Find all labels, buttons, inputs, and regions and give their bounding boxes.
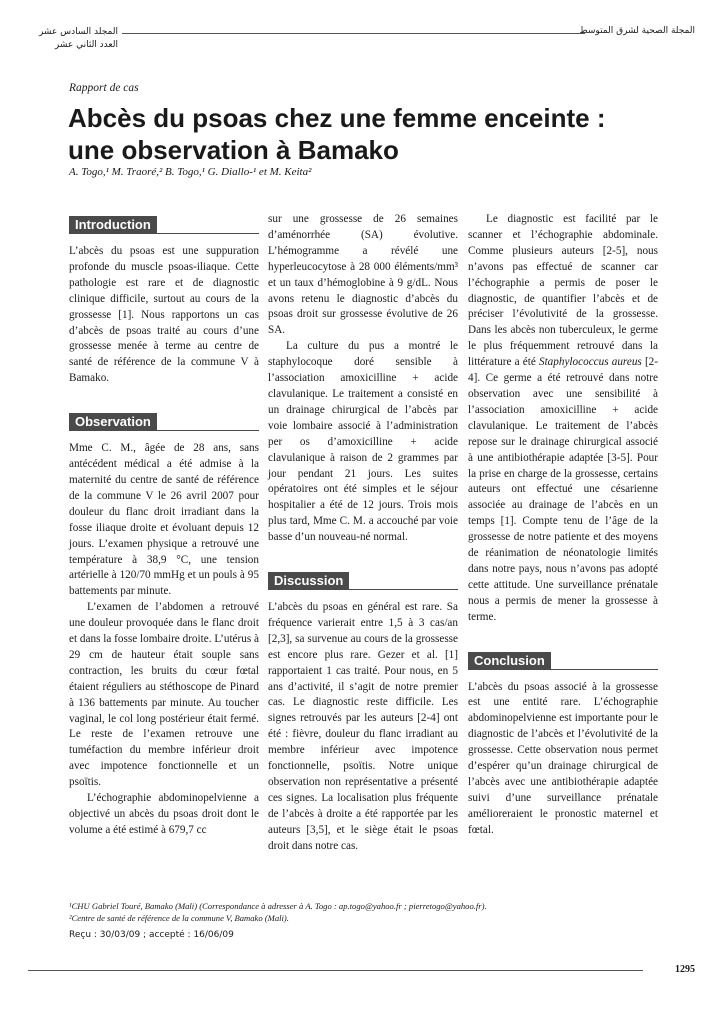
footnotes	[69, 901, 669, 924]
species-name: Staphylococcus aureus	[538, 356, 642, 369]
journal-title-header: المجلة الصحية لشرق المتوسط	[579, 26, 695, 36]
text-run: [2-4]. Ce germe a été retrouvé dans notre observation avec une sensibilité à l’association amoxicilline + acide clavulanique. Le traitement de l’abcès repose sur le drainage chirurgical associé à une antibiothérapie adaptée [3-5]. Pour la prise en charge de la grossesse, certains auteurs ont effectué une césarienne associée au drainage de l’abcès en un temps [1]. Compte tenu de l’âge de la grossesse de notre patiente et des moyens de réanimation de néonatologie limités dans notre pays, nous n’avons pas adopté cette attitude. Une surveillance prénatale nous a permis de mener la grossesse à terme.	[468, 356, 658, 623]
paragraph: L’échographie abdominopelvienne a objectivé un abcès du psoas droit dont le volume a été estimé à 679,7 cc	[69, 792, 259, 836]
paragraph: Mme C. M., âgée de 28 ans, sans antécédent médical a été admise à la maternité du centre de santé de référence de la commune V le 26 avril 2007 pour douleur du flanc droit irradiant dans la fosse iliaque droite et évoluant depuis 12 jours. L’examen physique a retrouvé une température à 38,9 °C, une tension artérielle à 120/70 mmHg et un pouls à 95 battements par minute.	[69, 442, 259, 598]
section-label: Introduction	[69, 216, 157, 234]
section-heading-discussion	[268, 572, 458, 590]
article-title	[68, 102, 668, 166]
title-line-1: Abcès du psoas chez une femme enceinte :	[68, 103, 606, 133]
paragraph	[468, 212, 658, 626]
column-2	[268, 212, 458, 855]
section-label: Conclusion	[468, 652, 551, 670]
column-1	[69, 212, 259, 839]
section-rule	[69, 430, 259, 431]
section-heading-observation	[69, 413, 259, 431]
section-label: Discussion	[268, 572, 349, 590]
journal-issue-header	[28, 26, 118, 52]
section-label: Observation	[69, 413, 157, 431]
article-type: Rapport de cas	[69, 82, 139, 94]
received-dates: Reçu : 30/03/09 ; accepté : 16/06/09	[69, 930, 234, 940]
paragraph: L’abcès du psoas est une suppuration profonde du muscle psoas-iliaque. Cette pathologie est rare et de diagnostic clinique difficile, surtout au cours de la grossesse [1]. Nous rapportons un cas d’abcès de psoas traité au cours d’une grossesse menée à terme au centre de santé de référence de la commune V à Bamako.	[69, 245, 259, 385]
text-run: Le diagnostic est facilité par le scanner et l’échographie abdominale. Comme plusieurs auteurs [2-5], nous n’avons pas effectué de scanner car l’échographie a permis de poser le diagnostic, de quantifier l’abcès et de préciser l’évolutivité de la grossesse. Dans les abcès non tuberculeux, le germe le plus fréquemment retrouvé dans la littérature a été	[468, 213, 658, 369]
section-rule	[268, 589, 458, 590]
volume-label: المجلد السادس عشر	[38, 27, 118, 37]
footer-rule	[28, 970, 643, 971]
header-rule	[122, 33, 585, 34]
paragraph: sur une grossesse de 26 semaines d’aménorrhée (SA) évolutive. L’hémogramme a révélé une hyperleucocytose à 28 000 éléments/mm³ et un taux d’hémoglobine à 9 g/dL. Nous avons retenu le diagnostic d’abcès du psoas droit sur grossesse évolutive de 26 SA.	[268, 213, 458, 337]
paragraph: L’abcès du psoas en général est rare. Sa fréquence varierait entre 1,5 à 3 cas/an [2,3], sa survenue au cours de la grossesse est encore plus rare. Gezer et al. [1] rapportaient 1 cas traité. Pour nous, en 5 ans d’activité, il s’agit de notre premier cas. Le diagnostic reste difficile. Les signes retrouvés par les auteurs [2-4] ont été : fièvre, douleur du flanc irradiant au membre inférieur avec impotence fonctionnelle, psoïtis. Notre unique observation non représentative a présenté ces signes. La localisation plus fréquente de l’abcès à droite a été rapportée par les auteurs [3,5], et le siège était le psoas droit dans notre cas.	[268, 601, 458, 852]
paragraph: L’abcès du psoas associé à la grossesse est une entité rare. L’échographie abdominopelvienne est importante pour le diagnostic de l’abcès et l’évolutivité de la grossesse. Cette observation nous permet d’espérer qu’un drainage chirurgical de l’abcès avec une antibiothérapie adaptée suivi d’une surveillance prénatale amélioreraient le pronostic maternel et fœtal.	[468, 680, 658, 836]
footnote-1: ¹CHU Gabriel Touré, Bamako (Mali) (Correspondance à adresser à A. Togo : ap.togo@yahoo.fr ; pierretogo@yahoo.fr).	[69, 901, 487, 911]
issue-label: العدد الثاني عشر	[54, 40, 118, 50]
section-heading-conclusion	[468, 652, 658, 670]
author-list: A. Togo,¹ M. Traoré,² B. Togo,¹ G. Diallo-¹ et M. Keita²	[69, 166, 312, 178]
title-line-2: une observation à Bamako	[68, 135, 399, 165]
page-number: 1295	[675, 964, 695, 975]
column-3	[468, 212, 658, 839]
section-rule	[468, 669, 658, 670]
footnote-2: ²Centre de santé de référence de la commune V, Bamako (Mali).	[69, 912, 289, 923]
section-rule	[69, 233, 259, 234]
paragraph: La culture du pus a montré le staphylocoque doré sensible à l’association amoxicilline + acide clavulanique. Le traitement a consisté en un drainage chirurgical de l’abcès par voie lombaire associé à l’administration per os d’amoxicilline + acide clavulanique à raison de 2 grammes par jour pendant 21 jours. Les suites opératoires ont été simples et le séjour hospitalier a été de 12 jours. Trois mois plus tard, Mme C. M. a accouché par voie basse d’un nouveau-né normal.	[268, 340, 458, 544]
paragraph: L’examen de l’abdomen a retrouvé une douleur provoquée dans le flanc droit et dans la fosse lombaire droite. L’utérus à 29 cm de hauteur était souple sans contraction, les bruits du cœur fœtal étaient réguliers au stéthoscope de Pinard à 136 battements par minute. Au toucher vaginal, le col long postérieur était fermé. Le reste de l’examen retrouve une tuméfaction du membre inférieur droit avec impotence fonctionnelle et un psoïtis.	[69, 601, 259, 789]
section-heading-introduction	[69, 216, 259, 234]
